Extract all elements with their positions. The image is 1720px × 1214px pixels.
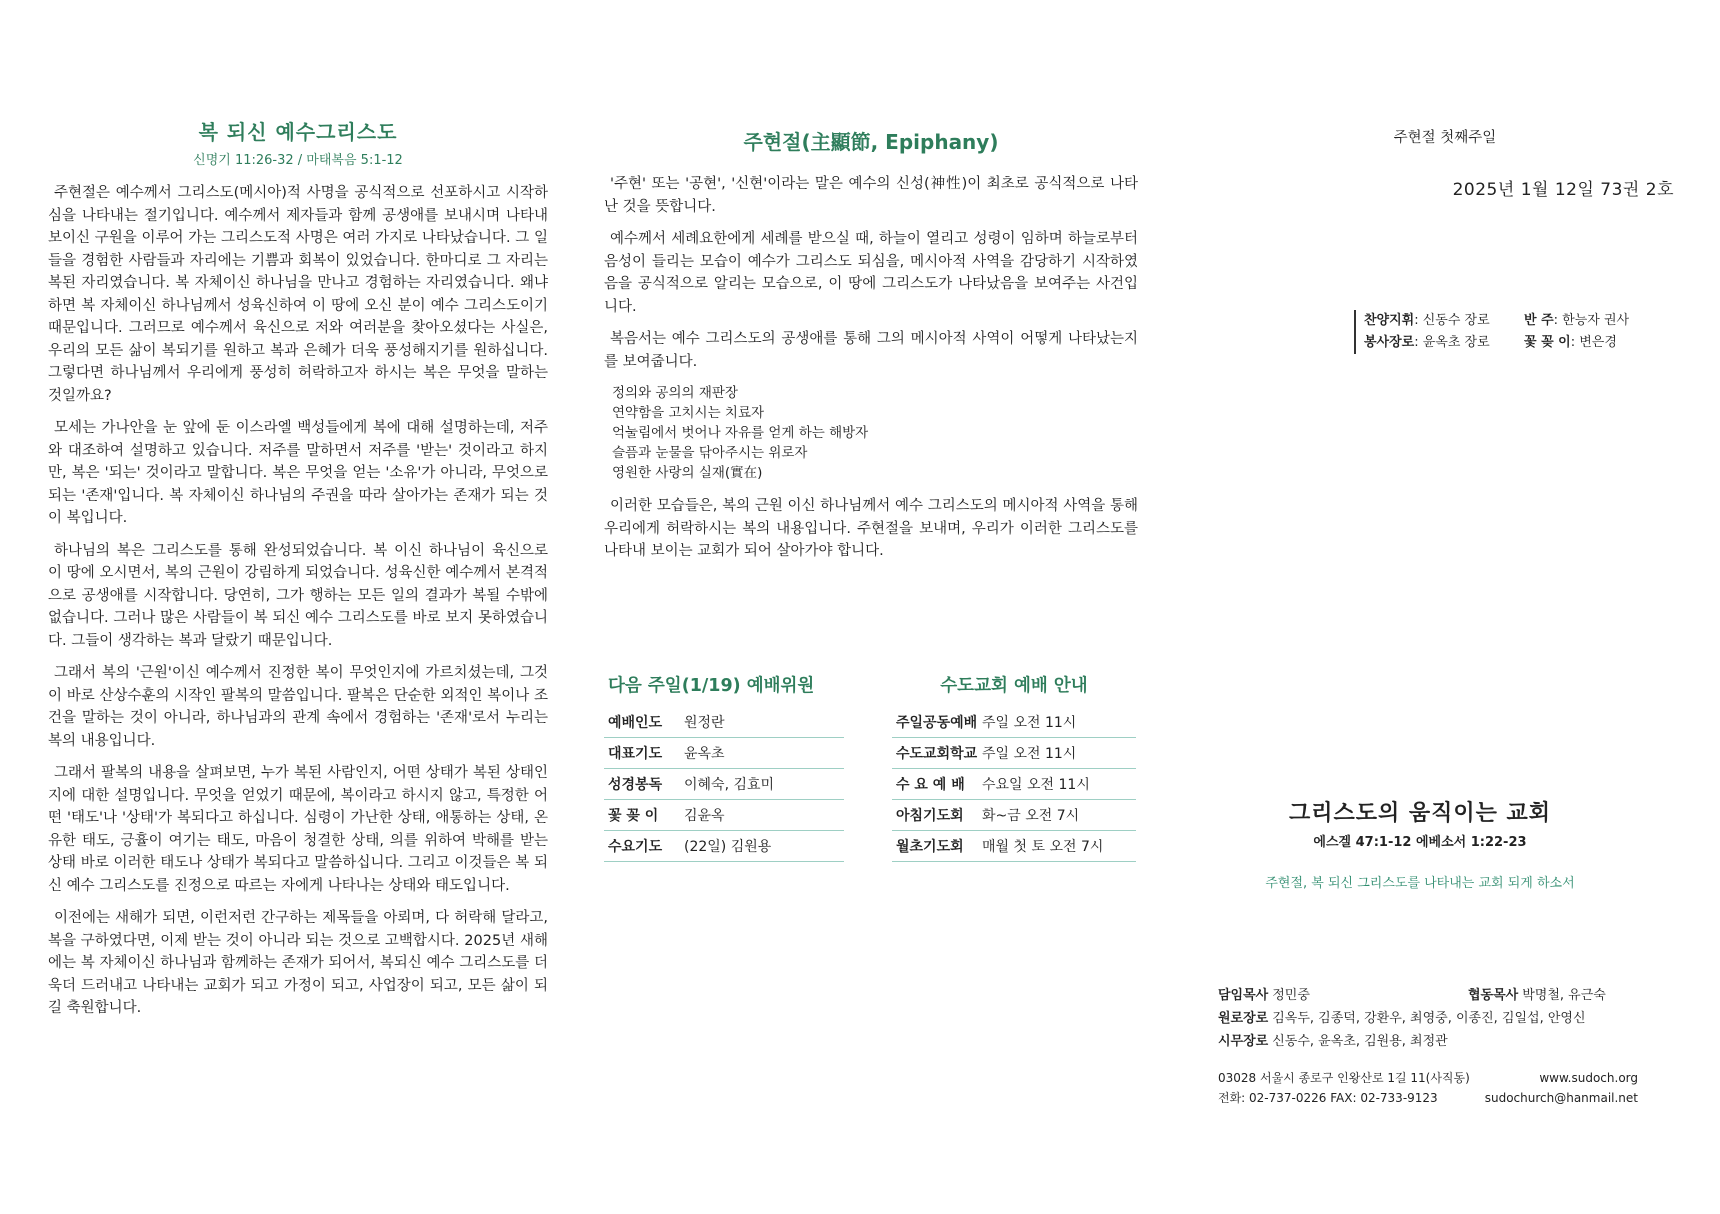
service-label: 아침기도회 [896,808,964,824]
role-label: 수요기도 [608,839,663,855]
epiphany-column [604,126,1138,855]
role-value: (22일) 김원용 [684,839,772,855]
table-row [604,831,844,862]
role-label: 성경봉독 [608,777,663,793]
pastor-row [1218,1007,1638,1030]
table-row [892,738,1136,769]
staff-row: 찬양지휘: 신동수 장로 반 주: 한능자 권사 [1364,313,1630,328]
pastor-name: 신동수, 윤옥초, 김원용, 최정관 [1272,1034,1448,1049]
service-time: 수요일 오전 11시 [982,777,1090,793]
table-row [892,831,1136,862]
list-item: 연약함을 고치시는 치료자 [612,405,765,421]
staff-label: 봉사장로 [1364,335,1415,350]
service-label: 주일공동예배 [896,715,978,731]
week-label: 주현절 첫째주일 [1393,130,1497,146]
table-row [892,707,1136,738]
service-time: 주일 오전 11시 [982,715,1077,731]
cover-column [1200,126,1680,1105]
list-item: 정의와 공의의 재판장 [612,385,738,401]
ministry-list [612,383,1138,483]
sermon-paragraph: 모세는 가나안을 눈 앞에 둔 이스라엘 백성들에게 복에 대해 설명하는데, 저주와 대조하여 설명하고 있습니다. 저주를 말하면서 저주를 '받는' 것이라고 하지만, 복은 '되는' 것이라고 말합니다. 복은 무엇을 얻는 '소유'가 아니라, 무엇으로 되는 '존재'입니다. 복 자체이신 하나님의 주권을 따라 살아가는 존재가 되는 것이 복입니다. [48,420,548,526]
service-label: 수도교회학교 [896,746,978,762]
service-label: 월초기도회 [896,839,964,855]
sermon-paragraph: 하나님의 복은 그리스도를 통해 완성되었습니다. 복 이신 하나님이 육신으로 이 땅에 오시면서, 복의 근원이 강림하게 되었습니다. 성육신한 예수께서 본격적으로 공생애를 시작합니다. 당연히, 그가 행하는 모든 일의 결과가 복될 수밖에 없습니다. 그러나 많은 사람들이 복 되신 예수 그리스도를 바로 보지 못하였습니다. 그들이 생각하는 복과 달랐기 때문입니다. [48,542,548,649]
table-row [604,707,844,738]
list-item: 억눌림에서 벗어나 자유를 얻게 하는 해방자 [612,425,869,441]
sermon-paragraph: 그래서 팔복의 내용을 살펴보면, 누가 복된 사람인지, 어떤 상태가 복된 상태인지에 대한 설명입니다. 무엇을 얻었기 때문에, 복이라고 하시지 않고, 특정한 어떤 '태도'나 '상태'가 복되다고 하십니다. 심령이 가난한 상태, 애통하는 상태, 온유한 태도, 긍휼이 여기는 태도, 마음이 청결한 상태, 의를 위하여 박해를 받는 상태 바로 이러한 태도나 상태가 복되다고 말씀하십니다. 그리고 이것들은 복 되신 예수 그리스도를 진정으로 따르는 자에게 나타나는 상태와 태도입니다. [48,765,548,894]
church-banner [1200,796,1640,891]
pastor-row [1218,984,1638,1007]
pastor-label: 담임목사 [1218,988,1269,1003]
role-value: 윤옥초 [684,746,725,762]
table-row [604,769,844,800]
staff-row: 봉사장로: 윤옥초 장로 꽃 꽂 이: 변은경 [1364,335,1617,350]
staff-name: 윤옥초 장로 [1422,335,1490,350]
role-value: 원정란 [684,715,725,731]
service-time: 매월 첫 토 오전 7시 [982,839,1104,855]
role-label: 대표기도 [608,746,663,762]
sermon-title: 복 되신 예수그리스도 [198,120,398,144]
church-motto: 주현절, 복 되신 그리스도를 나타내는 교회 되게 하소서 [1265,876,1575,891]
email-link[interactable]: sudochurch@hanmail.net [1484,1091,1638,1105]
service-time: 주일 오전 11시 [982,746,1077,762]
epiphany-paragraph: 복음서는 예수 그리스도의 공생애를 통해 그의 메시아적 사역이 어떻게 나타났는지를 보여줍니다. [604,331,1138,370]
church-name: 그리스도의 움직이는 교회 [1288,801,1552,826]
sermon-paragraph: 이전에는 새해가 되면, 이런저런 간구하는 제목들을 아뢰며, 다 허락해 달라고, 복을 구하였다면, 이제 받는 것이 아니라 되는 것으로 고백합시다. 2025년 새해에는 복 자체이신 하나님과 함께하는 존재가 되어서, 복되신 예수 그리스도를 더욱더 드러내고 나타내는 교회가 되고 가정이 되고, 사업장이 되고, 모든 삶이 되길 축원합니다. [48,910,548,1016]
role-label: 꽃 꽂 이 [608,808,659,824]
next-worship-title: 다음 주일(1/19) 예배위원 [608,676,815,696]
epiphany-paragraph: '주현' 또는 '공현', '신현'이라는 말은 예수의 신성(神性)이 최초로 공식적으로 나타난 것을 뜻합니다. [604,176,1138,215]
address: 03028 서울시 종로구 인왕산로 1길 11(사직동) [1218,1071,1470,1085]
service-label: 수 요 예 배 [896,777,965,793]
issue-date: 2025년 1월 12일 73권 2호 [1452,180,1674,200]
sermon-paragraph: 그래서 복의 '근원'이신 예수께서 진정한 복이 무엇인지에 가르치셨는데, 그것이 바로 산상수훈의 시작인 팔복의 말씀입니다. 팔복은 단순한 외적인 복이나 조건을 말하는 것이 아니라, 하나님과의 관계 속에서 경험하는 '존재'로서 누리는 복의 내용입니다. [48,665,548,749]
list-item: 슬픔과 눈물을 닦아주시는 위로자 [612,445,808,461]
staff-label: 반 주 [1524,313,1554,328]
schedule-title: 수도교회 예배 안내 [940,676,1088,696]
epiphany-title: 주현절(主顯節, Epiphany) [743,130,999,154]
pastor-name: 정민중 [1272,988,1310,1003]
pastor-row [1218,1030,1638,1053]
pastor-label: 시무장로 [1218,1034,1269,1049]
service-time: 화~금 오전 7시 [982,808,1080,824]
service-staff [1354,310,1629,354]
staff-name: 한능자 권사 [1562,313,1630,328]
role-value: 이혜숙, 김효미 [684,777,775,793]
schedule-table [892,672,1136,862]
sermon-scripture: 신명기 11:26-32 / 마태복음 5:1-12 [193,153,403,168]
epiphany-closing: 이러한 모습들은, 복의 근원 이신 하나님께서 예수 그리스도의 메시아적 사역을 통해 우리에게 허락하시는 복의 내용입니다. 주현절을 보내며, 우리가 이러한 그리스도를 나타내 보이는 교회가 되어 살아가야 합니다. [604,498,1138,559]
contact-info [1218,1068,1638,1108]
table-row [892,800,1136,831]
staff-label: 꽃 꽂 이 [1524,335,1571,350]
list-item: 영원한 사랑의 실재(實在) [612,465,763,481]
table-row [892,769,1136,800]
pastors-list [1218,984,1638,1053]
church-verse: 에스겔 47:1-12 에베소서 1:22-23 [1313,835,1527,850]
staff-name: 변은경 [1579,335,1617,350]
role-label: 예배인도 [608,715,663,731]
staff-label: 찬양지휘 [1364,313,1415,328]
website-link[interactable]: www.sudoch.org [1539,1071,1638,1085]
pastor-name: 김옥두, 김종덕, 강환우, 최영중, 이종진, 김일섭, 안영신 [1272,1011,1586,1026]
sermon-column [48,116,548,1030]
pastor-name: 박명철, 유근숙 [1522,988,1606,1003]
role-value: 김윤옥 [684,808,725,824]
next-worship-table [604,672,844,862]
pastor-label: 원로장로 [1218,1011,1269,1026]
pastor-label: 협동목사 [1468,988,1519,1003]
staff-name: 신동수 장로 [1422,313,1490,328]
epiphany-paragraph: 예수께서 세례요한에게 세례를 받으실 때, 하늘이 열리고 성령이 임하며 하늘로부터 음성이 들리는 모습이 예수가 그리스도 되심을, 메시아적 사역을 감당하기 시작하였음을 공식적으로 알리는 모습으로, 이 땅에 그리스도가 나타났음을 보여주는 사건입니다. [604,231,1138,315]
table-row [604,800,844,831]
phone: 전화: 02-737-0226 FAX: 02-733-9123 [1218,1091,1438,1105]
sermon-paragraph: 주현절은 예수께서 그리스도(메시아)적 사명을 공식적으로 선포하시고 시작하심을 나타내는 절기입니다. 예수께서 제자들과 함께 공생애를 보내시며 나타내 보이신 구원을 이루어 가는 그리스도적 사명은 여러 가지로 나타났습니다. 그 일들을 경험한 사람들과 자리에는 기쁨과 회복이 있었습니다. 한마디로 그 자리는 복된 자리였습니다. 복 자체이신 하나님을 만나고 경험하는 자리였습니다. 왜냐하면 복 자체이신 하나님께서 성육신하여 이 땅에 오신 분이 예수 그리스도이기 때문입니다. 그러므로 예수께서 육신으로 저와 여러분을 찾아오셨다는 사실은, 우리의 모든 삶이 복되기를 원하고 복과 은혜가 더욱 풍성해지기를 원하십니다. 그렇다면 하나님께서 우리에게 풍성히 허락하고자 하시는 복은 무엇을 말하는 것일까요? [48,185,548,404]
table-row [604,738,844,769]
